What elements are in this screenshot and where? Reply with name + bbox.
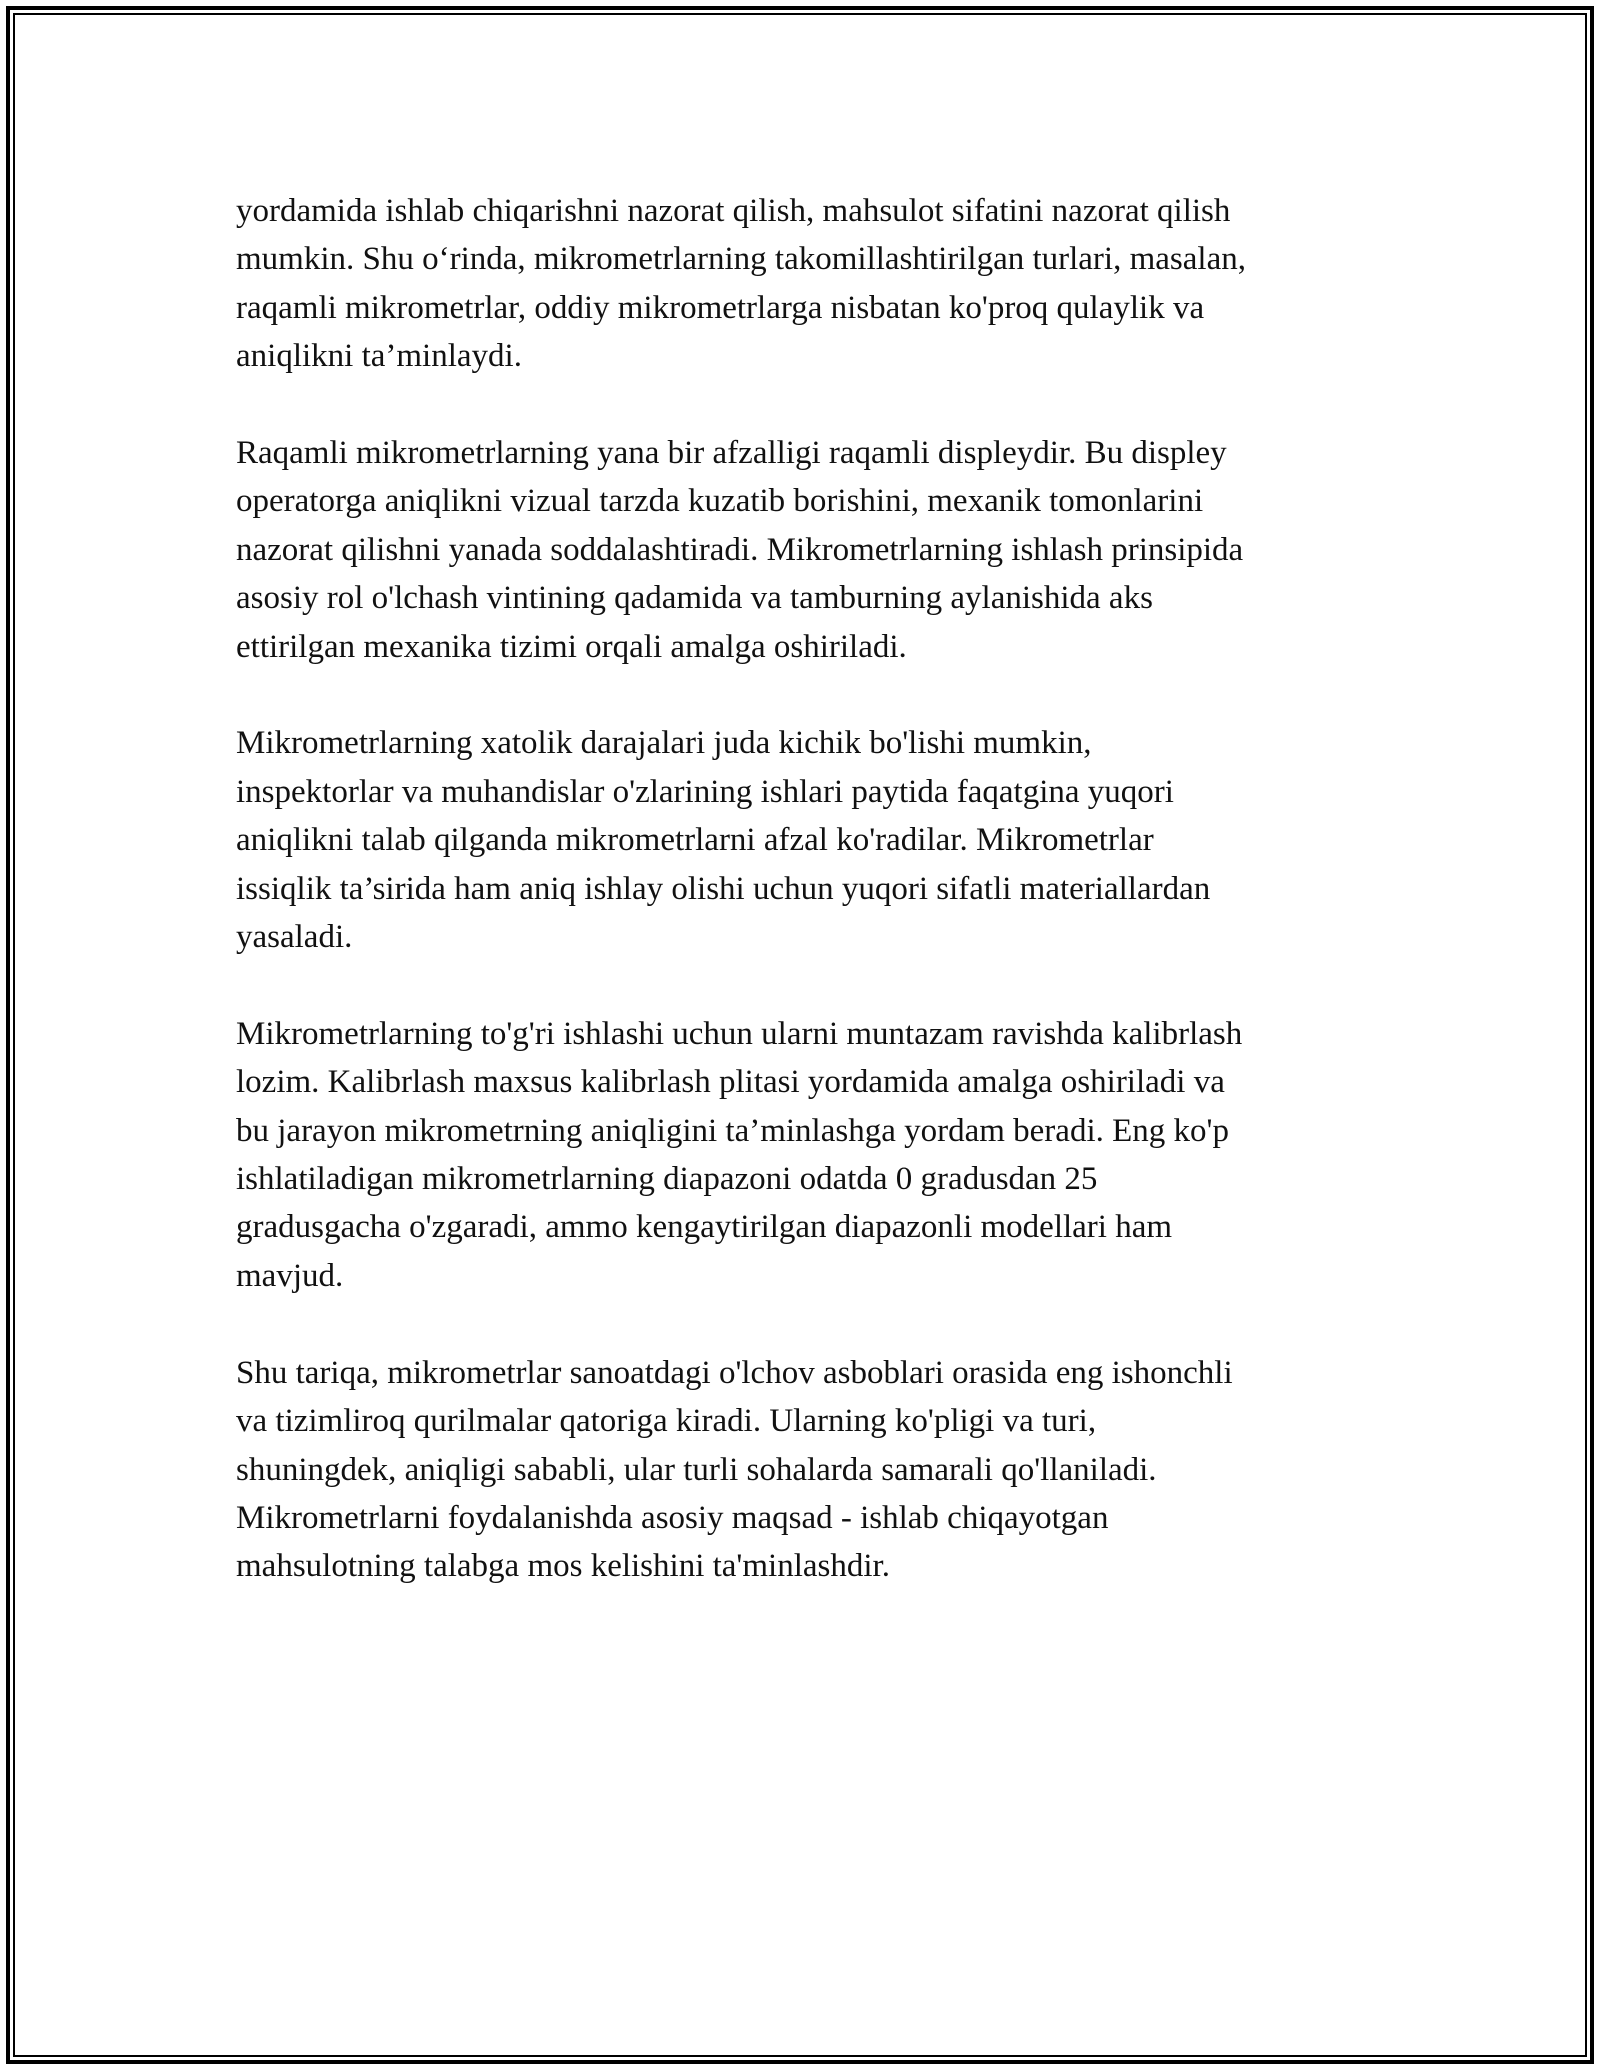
text-line: issiqlik ta’sirida ham aniq ishlay olishi uchun yuqori sifatli materiallardan [236, 870, 1211, 907]
text-line: ettirilgan mexanika tizimi orqali amalga oshiriladi. [236, 628, 907, 665]
paragraph-1 [236, 187, 1364, 381]
paragraph-4 [236, 1010, 1364, 1300]
text-line: bu jarayon mikrometrning aniqligini ta’minlashga yordam beradi. Eng ko'p [236, 1112, 1229, 1149]
text-line: mavjud. [236, 1257, 344, 1294]
text-line: mahsulotning talabga mos kelishini ta'minlashdir. [236, 1548, 890, 1585]
text-line: Mikrometrlarni foydalanishda asosiy maqsad - ishlab chiqayotgan [236, 1499, 1109, 1536]
document-body [236, 187, 1364, 1639]
text-line: Mikrometrlarning to'g'ri ishlashi uchun ularni muntazam ravishda kalibrlash [236, 1015, 1243, 1052]
text-line: mumkin. Shu o‘rinda, mikrometrlarning takomillashtirilgan turlari, masalan, [236, 241, 1246, 278]
text-line: raqamli mikrometrlar, oddiy mikrometrlarga nisbatan ko'proq qulaylik va [236, 289, 1205, 326]
text-line: yordamida ishlab chiqarishni nazorat qilish, mahsulot sifatini nazorat qilish [236, 193, 1231, 229]
text-line: asosiy rol o'lchash vintining qadamida va tamburning aylanishida aks [236, 580, 1153, 617]
text-line: yasaladi. [236, 919, 353, 956]
text-line: Mikrometrlarning xatolik darajalari juda kichik bo'lishi mumkin, [236, 725, 1092, 762]
paragraph-2 [236, 429, 1364, 671]
text-line: ishlatiladigan mikrometrlarning diapazoni odatda 0 gradusdan 25 [236, 1161, 1098, 1198]
text-line: Shu tariqa, mikrometrlar sanoatdagi o'lchov asboblari orasida eng ishonchli [236, 1354, 1233, 1391]
text-line: va tizimliroq qurilmalar qatoriga kiradi. Ularning ko'pligi va turi, [236, 1403, 1097, 1440]
text-line: Raqamli mikrometrlarning yana bir afzalligi raqamli displeydir. Bu displey [236, 435, 1227, 472]
text-line: inspektorlar va muhandislar o'zlarining ishlari paytida faqatgina yuqori [236, 773, 1174, 810]
text-line: aniqlikni ta’minlaydi. [236, 338, 522, 375]
text-line: gradusgacha o'zgaradi, ammo kengaytirilgan diapazonli modellari ham [236, 1209, 1173, 1246]
text-line: shuningdek, aniqligi sababli, ular turli sohalarda samarali qo'llaniladi. [236, 1451, 1157, 1488]
text-line: lozim. Kalibrlash maxsus kalibrlash plitasi yordamida amalga oshiriladi va [236, 1064, 1225, 1101]
paragraph-5 [236, 1349, 1364, 1591]
paragraph-3 [236, 719, 1364, 961]
text-line: aniqlikni talab qilganda mikrometrlarni afzal ko'radilar. Mikrometrlar [236, 822, 1154, 859]
text-line: operatorga aniqlikni vizual tarzda kuzatib borishini, mexanik tomonlarini [236, 483, 1204, 520]
text-line: nazorat qilishni yanada soddalashtiradi. Mikrometrlarning ishlash prinsipida [236, 531, 1244, 568]
